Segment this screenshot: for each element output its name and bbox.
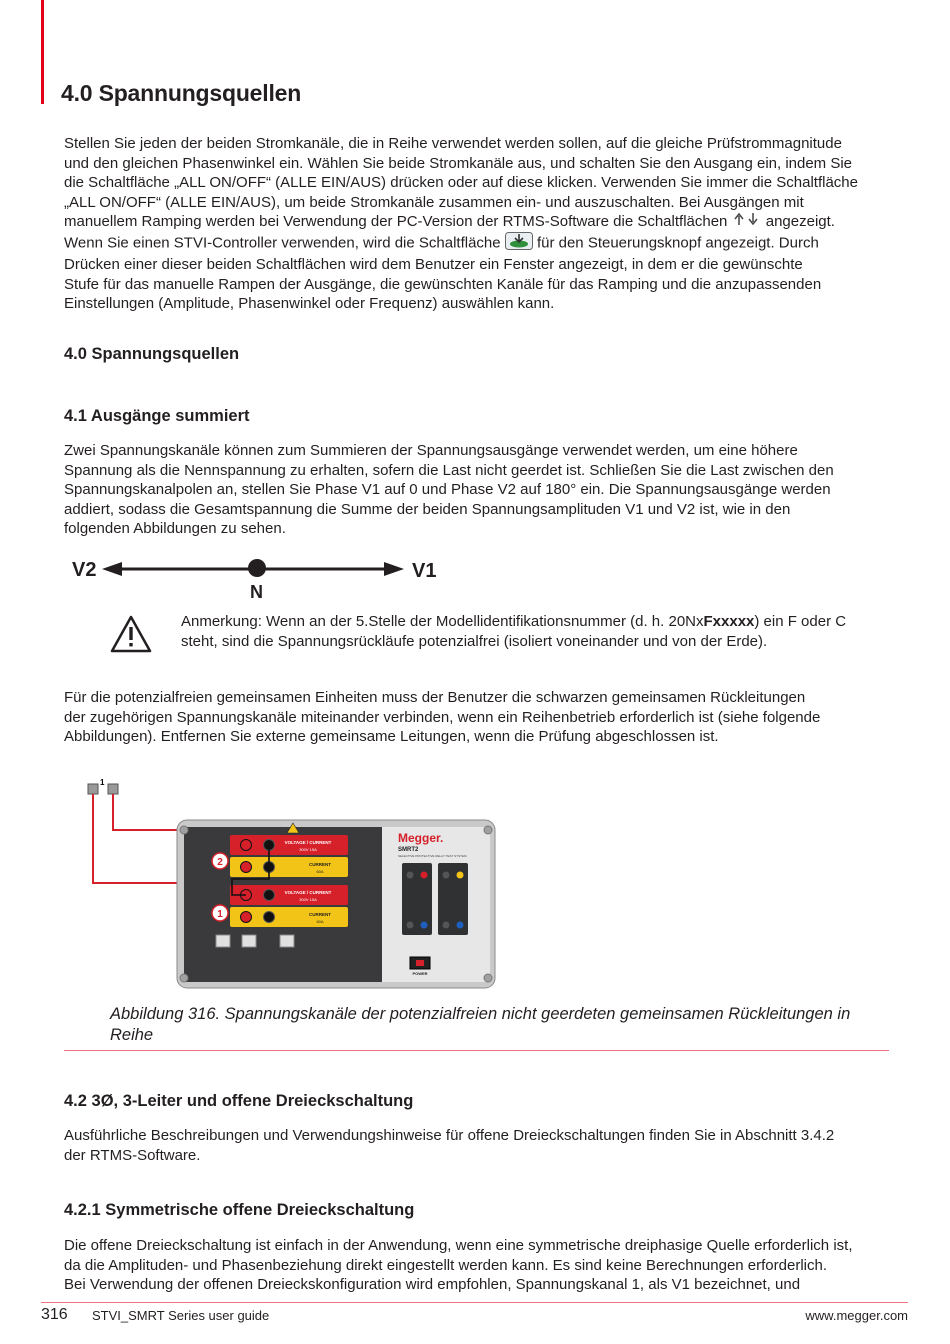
svg-text:2: 2 bbox=[217, 857, 223, 868]
floating-common-paragraph: Für die potenzialfreien gemeinsamen Einheiten muss der Benutzer die schwarzen gemeinsamen Rückleitungen der zugehörigen Spannungskanäle miteinander verbinden, wenn ein Reihenbetrieb erforderlich ist (siehe folgende Abbildungen). Entfernen Sie externe gemeinsame Leitungen, wenn die Prüfung abgeschlossen ist. bbox=[64, 689, 821, 745]
note-text: Anmerkung: Wenn an der 5.Stelle der Modellidentifikationsnummer (d. h. 20NxFxxxxx) ein F oder C steht, sind die Spannungsrückläufe potenzialfrei (isoliert voneinander und von der Erde). bbox=[181, 613, 847, 650]
usb-port bbox=[280, 935, 294, 947]
section-heading-4-2: 4.2 3Ø, 3-Leiter und offene Dreieckschaltung bbox=[64, 1092, 414, 1110]
open-delta-paragraph: Ausführliche Beschreibungen und Verwendungshinweise für offene Dreieckschaltungen finden Sie in Abschnitt 3.4.2 der RTMS-Software. bbox=[64, 1127, 835, 1164]
svg-text:POWER: POWER bbox=[412, 971, 428, 976]
website-link[interactable]: www.megger.com bbox=[805, 1308, 908, 1323]
megger-logo: Megger. bbox=[398, 831, 444, 845]
section-heading-4-1: 4.1 Ausgänge summiert bbox=[64, 407, 250, 425]
left-arrowhead bbox=[102, 562, 122, 576]
svg-text:60A: 60A bbox=[316, 869, 324, 874]
ramp-up-down-icon bbox=[732, 212, 762, 232]
control-knob-icon bbox=[505, 232, 533, 256]
binary-input-module bbox=[402, 863, 432, 935]
ethernet-port-2 bbox=[242, 935, 256, 947]
balanced-open-delta-paragraph: Die offene Dreieckschaltung ist einfach in der Anwendung, wenn eine symmetrische dreiphasige Quelle erforderlich ist, da die Amplituden- und Phasenbeziehung direkt eingestellt werden kann. Es sind keine Berechnungen erforderlich. Bei Verwendung der offenen Dreieckskonfiguration wird empfohlen, Spannungskanal 1, als V1 bezeichnet, und bbox=[64, 1237, 853, 1293]
terminal-label: 1 bbox=[100, 778, 105, 787]
svg-text:CURRENT: CURRENT bbox=[309, 862, 331, 867]
svg-text:SELECTIVE PROTECTIVE RELAY TES: SELECTIVE PROTECTIVE RELAY TEST SYSTEM bbox=[398, 854, 467, 858]
caption-divider bbox=[64, 1050, 889, 1051]
section-heading-4-0: 4.0 Spannungsquellen bbox=[64, 345, 240, 363]
page-accent-bar bbox=[41, 0, 44, 104]
ext-terminal-2 bbox=[108, 784, 118, 794]
n-label: N bbox=[250, 582, 263, 600]
ethernet-port-1 bbox=[216, 935, 230, 947]
svg-text:SMRT2: SMRT2 bbox=[398, 847, 419, 853]
footer-divider bbox=[41, 1302, 908, 1303]
svg-text:60A: 60A bbox=[316, 919, 324, 924]
svg-text:300V 15A: 300V 15A bbox=[299, 897, 317, 902]
guide-title: STVI_SMRT Series user guide bbox=[92, 1308, 270, 1323]
v1-label: V1 bbox=[412, 560, 437, 582]
page-title: 4.0 Spannungsquellen bbox=[61, 80, 302, 106]
svg-text:300V 15A: 300V 15A bbox=[299, 847, 317, 852]
svg-text:VOLTAGE / CURRENT: VOLTAGE / CURRENT bbox=[284, 840, 332, 845]
svg-text:CURRENT: CURRENT bbox=[309, 912, 331, 917]
v2-label: V2 bbox=[72, 559, 97, 581]
binary-output-module bbox=[438, 863, 468, 935]
summed-outputs-paragraph: Zwei Spannungskanäle können zum Summieren der Spannungsausgänge verwendet werden, um eine höhere Spannung als die Nennspannung zu erhalten, sofern die Last nicht geerdet ist. Schließen Sie die Last zwischen den Spannungskanalpolen an, stellen Sie Phase V1 auf 0 und Phase V2 auf 180° ein. Die Spannungsausgänge werden addiert, sodass die Gesamtspannung die Summe der beiden Spannungsamplituden V1 und V2 ist, wie in den folgenden Abbildungen zu sehen. bbox=[64, 442, 834, 537]
figure-caption: Abbildung 316. Spannungskanäle der potenzialfreien nicht geerdeten gemeinsamen Rückleitungen in Reihe bbox=[110, 1005, 851, 1044]
neutral-node bbox=[248, 559, 266, 577]
smrt-wiring-figure bbox=[80, 775, 500, 990]
svg-text:VOLTAGE / CURRENT: VOLTAGE / CURRENT bbox=[284, 890, 332, 895]
series-voltage-diagram bbox=[70, 550, 450, 600]
warning-icon bbox=[110, 615, 152, 653]
right-arrowhead bbox=[384, 562, 404, 576]
page-number: 316 bbox=[41, 1306, 68, 1323]
ext-terminal-1 bbox=[88, 784, 98, 794]
section-heading-4-2-1: 4.2.1 Symmetrische offene Dreieckschaltung bbox=[64, 1201, 415, 1219]
intro-paragraph: Stellen Sie jeden der beiden Stromkanäle, die in Reihe verwendet werden sollen, auf die gleiche Prüfstrommagnitude und den gleichen Phasenwinkel ein. Wählen Sie beide Stromkanäle aus, und schalten Sie den Ausgang ein, indem Sie die Schaltfläche „ALL ON/OFF“ (ALLE EIN/AUS) drücken oder auf diese klicken. Verwenden Sie immer die Schaltfläche „ALL ON/OFF“ (ALLE EIN/AUS), um beide Stromkanäle zusammen ein- und auszuschalten. Bei Ausgängen mit manuellem Ramping werden bei Verwendung der PC-Version der RTMS-Software die Schaltflächen angezeigt. Wenn Sie einen STVI-Controller verwenden, wird die Schaltfläche für den Steuerungsknopf angezeigt. Durch Drücken einer dieser beiden Schaltflächen wird dem Benutzer ein Fenster angezeigt, in dem er die gewünschte Stufe für das manuelle Rampen der Ausgänge, die gewünschten Kanäle für das Ramping und die anzupassenden Einstellungen (Amplitude, Phasenwinkel oder Frequenz) auswählen kann. bbox=[64, 135, 858, 313]
svg-text:1: 1 bbox=[217, 909, 223, 920]
